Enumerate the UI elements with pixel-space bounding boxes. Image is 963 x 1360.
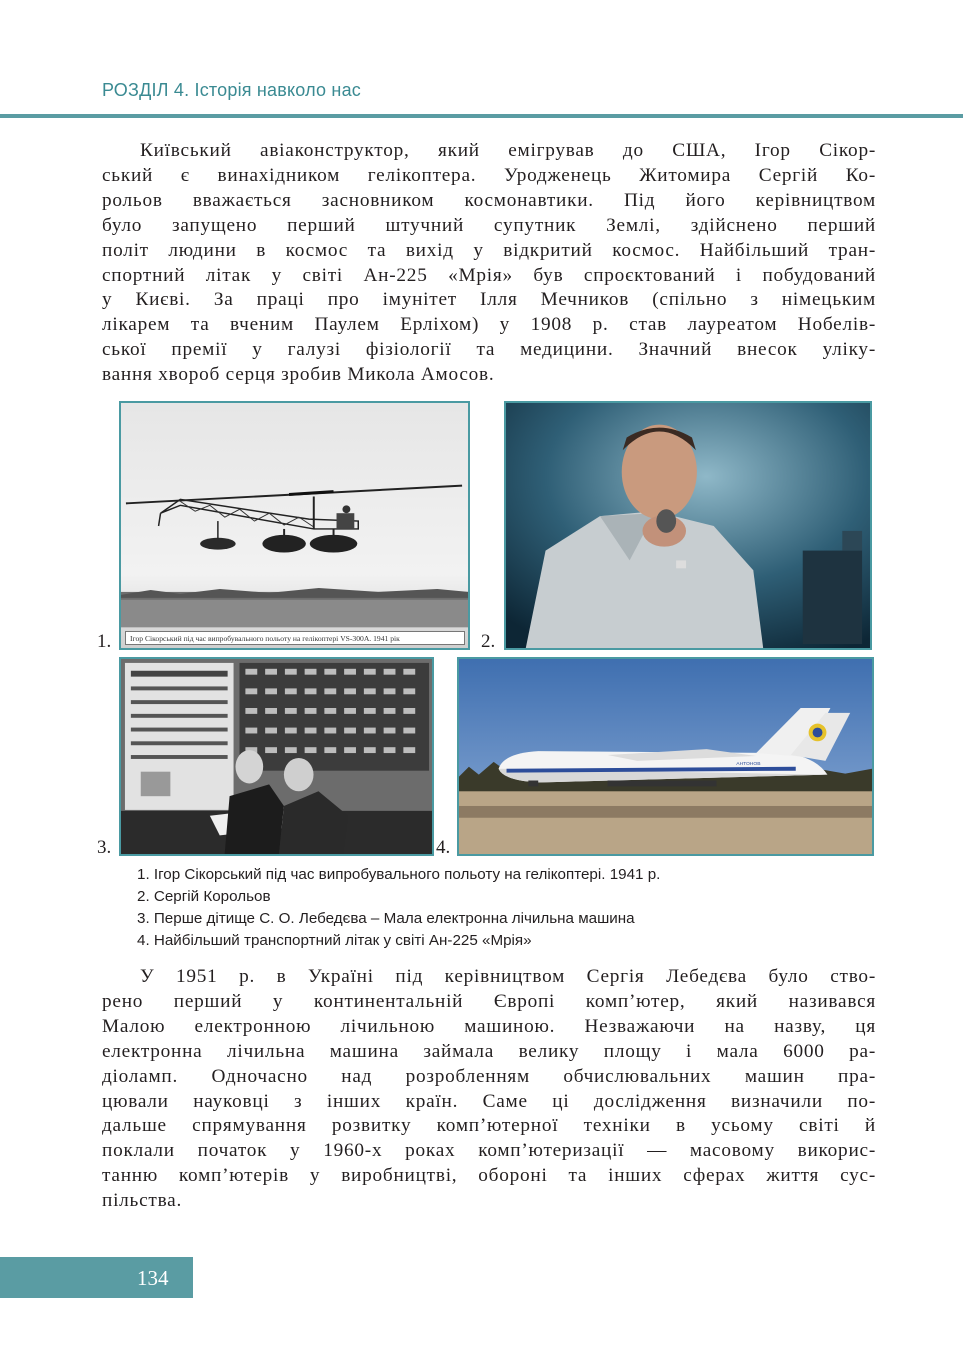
header-divider <box>0 114 963 118</box>
figure-number: 1. <box>97 631 112 652</box>
figure-number: 2. <box>481 631 496 652</box>
korolyov-photo <box>504 401 872 650</box>
text-line: рено перший у континентальній Європі комп’ютер, який називався <box>102 990 876 1012</box>
figure-caption: 3. Перше дітище С. О. Лебедєва – Мала електронна лічильна машина <box>137 910 635 927</box>
text-line: у Києві. За праці про імунітет Ілля Мечников (спільно з німецьким <box>102 289 876 311</box>
paragraph-1 <box>102 139 876 388</box>
text-line: цювали науковці з інших країн. Саме ці дослідження визначили по- <box>102 1090 876 1112</box>
figure-caption: 2. Сергій Корольов <box>137 888 271 905</box>
text-line: вання хвороб серця зробив Микола Амосов. <box>102 364 495 386</box>
text-line: спортний літак у світі Ан-225 «Мрія» був спроєктований і побудований <box>102 264 876 286</box>
text-line: ський є винахідником гелікоптера. Уродженець Житомира Сергій Ко- <box>102 164 876 186</box>
section-header: РОЗДІЛ 4. Історія навколо нас <box>102 80 361 100</box>
photo-inner-caption: Ігор Сікорський під час випробувального польоту на гелікоптері VS-300A. 1941 рік <box>125 631 465 645</box>
text-line: Малою електронною лічильною машиною. Незважаючи на назву, ця <box>102 1015 876 1037</box>
text-line: Київський авіаконструктор, який емігрував до США, Ігор Сікор- <box>140 140 876 161</box>
text-line: пільства. <box>102 1190 183 1212</box>
helicopter-photo <box>119 401 470 650</box>
text-line: було запущено перший штучний супутник Землі, здійснено перший <box>102 214 876 236</box>
page-number: 134 <box>137 1266 169 1290</box>
text-line: рольов вважається засновником космонавтики. Під його керівництвом <box>102 189 876 211</box>
mesm-computer-photo <box>119 657 434 856</box>
text-line: У 1951 р. в Україні під керівництвом Сергія Лебедєва було ство- <box>140 966 876 987</box>
paragraph-2 <box>102 965 876 1214</box>
text-line: дальше спрямування розвитку комп’ютерної техніки в усьому світі й <box>102 1115 876 1137</box>
text-line: політ людини в космос та вихід у відкритий космос. Найбільший тран- <box>102 239 876 261</box>
figure-number: 3. <box>97 837 112 858</box>
figure-caption: 4. Найбільший транспортний літак у світі Ан-225 «Мрія» <box>137 932 532 949</box>
text-line: електронна лічильна машина займала велику площу і мала 6000 ра- <box>102 1040 876 1062</box>
figure-number: 4. <box>436 837 451 858</box>
text-line: діоламп. Одночасно над розробленням обчислювальних машин пра- <box>102 1065 876 1087</box>
text-line: лікарем та вченим Паулем Ерліхом) у 1908 р. став лауреатом Нобелів- <box>102 314 876 336</box>
figure-captions <box>137 864 797 952</box>
aircraft-livery-text: АНТОНОВ <box>736 761 761 767</box>
text-line: поклали початок у 1960-х роках комп’ютеризації — масовому викорис- <box>102 1140 876 1162</box>
text-line: танню комп’ютерів у виробництві, обороні та інших сферах життя сус- <box>102 1165 876 1187</box>
an225-aircraft-photo <box>457 657 874 856</box>
text-line: ської премії у галузі фізіології та медицини. Значний внесок уліку- <box>102 339 876 361</box>
figure-caption: 1. Ігор Сікорський під час випробувального польоту на гелікоптері. 1941 р. <box>137 866 661 883</box>
